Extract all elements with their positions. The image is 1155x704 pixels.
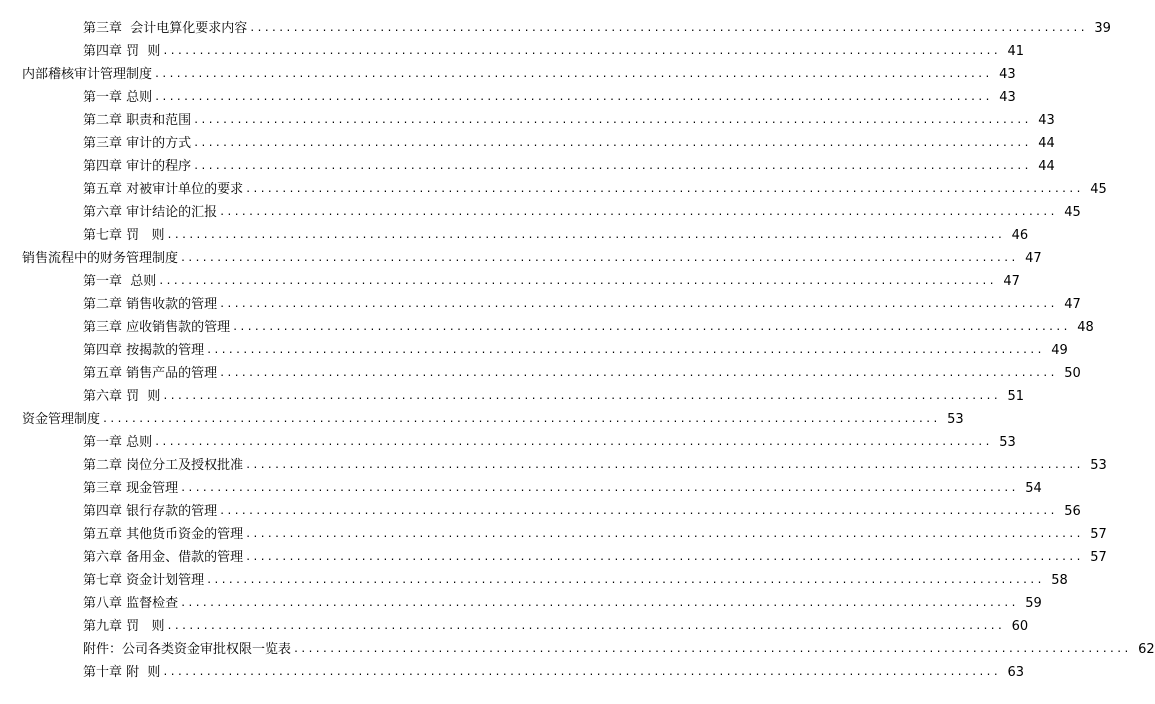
toc-entry-title: 第四章 银行存款的管理: [83, 504, 218, 519]
toc-entry[interactable]: [0, 60, 1016, 83]
toc-entry-title: 第七章 罚 则: [83, 228, 165, 243]
toc-entry[interactable]: [0, 313, 1094, 336]
toc-entry[interactable]: [0, 290, 1081, 313]
dot-leader: ....................................................................................................................: [180, 253, 1018, 264]
toc-entry-title: 销售流程中的财务管理制度: [22, 251, 179, 266]
toc-entry-page: 53: [1090, 458, 1107, 473]
dot-leader: ....................................................................................................................: [219, 368, 1057, 379]
toc-entry-title: 第四章 罚 则: [83, 44, 161, 59]
toc-entry[interactable]: [0, 37, 1024, 60]
toc-entry[interactable]: [0, 405, 964, 428]
toc-entry[interactable]: [0, 83, 1016, 106]
toc-entry-title: 第八章 监督检查: [83, 596, 179, 611]
dot-leader: ....................................................................................................................: [193, 115, 1031, 126]
toc-entry-title: 第四章 审计的程序: [83, 159, 192, 174]
dot-leader: ....................................................................................................................: [219, 207, 1057, 218]
toc-entry-page: 39: [1094, 21, 1111, 36]
toc-entry-title: 内部稽核审计管理制度: [22, 67, 153, 82]
toc-entry-title: 资金管理制度: [22, 412, 101, 427]
toc-entry-title: 第一章 总则: [83, 435, 153, 450]
dot-leader: ....................................................................................................................: [162, 391, 1000, 402]
toc-entry-page: 49: [1051, 343, 1068, 358]
toc-entry-page: 48: [1077, 320, 1094, 335]
toc-entry-page: 47: [1025, 251, 1042, 266]
toc-entry-title: 第六章 备用金、借款的管理: [83, 550, 244, 565]
toc-entry[interactable]: [0, 175, 1107, 198]
dot-leader: ....................................................................................................................: [193, 138, 1031, 149]
toc-entry-page: 62: [1138, 642, 1155, 657]
dot-leader: ....................................................................................................................: [245, 460, 1083, 471]
dot-leader: ....................................................................................................................: [180, 483, 1018, 494]
dot-leader: ....................................................................................................................: [249, 23, 1087, 34]
toc-entry-title: 第六章 审计结论的汇报: [83, 205, 218, 220]
dot-leader: ....................................................................................................................: [180, 598, 1018, 609]
toc-entry-title: 第三章 审计的方式: [83, 136, 192, 151]
dot-leader: ....................................................................................................................: [219, 506, 1057, 517]
dot-leader: ....................................................................................................................: [102, 414, 940, 425]
dot-leader: ....................................................................................................................: [166, 621, 1005, 632]
toc-entry-page: 57: [1090, 550, 1107, 565]
toc-entry-page: 59: [1025, 596, 1042, 611]
toc-entry-title: 第四章 按揭款的管理: [83, 343, 205, 358]
toc-entry-page: 44: [1038, 159, 1055, 174]
toc-entry-page: 53: [999, 435, 1016, 450]
toc-entry-title: 第五章 对被审计单位的要求: [83, 182, 244, 197]
toc-entry-title: 第二章 销售收款的管理: [83, 297, 218, 312]
toc-entry-title: 第五章 其他货币资金的管理: [83, 527, 244, 542]
toc-entry-title: 第六章 罚 则: [83, 389, 161, 404]
toc-entry-title: 第二章 岗位分工及授权批准: [83, 458, 244, 473]
toc-entry-page: 43: [999, 67, 1016, 82]
toc-entry-title: 附件：公司各类资金审批权限一览表: [83, 642, 292, 657]
toc-entry-title: 第三章 应收销售款的管理: [83, 320, 231, 335]
toc-entry[interactable]: [0, 336, 1068, 359]
toc-entry-page: 41: [1007, 44, 1024, 59]
dot-leader: ....................................................................................................................: [158, 276, 996, 287]
dot-leader: ....................................................................................................................: [206, 345, 1044, 356]
toc-entry-page: 43: [999, 90, 1016, 105]
toc-entry[interactable]: [0, 520, 1107, 543]
dot-leader: ....................................................................................................................: [232, 322, 1070, 333]
toc-entry-page: 58: [1051, 573, 1068, 588]
toc-entry-page: 43: [1038, 113, 1055, 128]
dot-leader: ....................................................................................................................: [206, 575, 1044, 586]
toc-entry[interactable]: [0, 152, 1055, 175]
dot-leader: ....................................................................................................................: [245, 552, 1083, 563]
toc-entry[interactable]: [0, 106, 1055, 129]
toc-entry-title: 第十章 附 则: [83, 665, 161, 680]
toc-entry-title: 第七章 资金计划管理: [83, 573, 205, 588]
toc-entry[interactable]: [0, 543, 1107, 566]
toc-entry-title: 第五章 销售产品的管理: [83, 366, 218, 381]
toc-entry-page: 47: [1003, 274, 1020, 289]
toc-entry-page: 47: [1064, 297, 1081, 312]
toc-entry[interactable]: [0, 474, 1042, 497]
toc-entry-page: 57: [1090, 527, 1107, 542]
toc-entry-title: 第一章 总则: [83, 274, 157, 289]
toc-entry-title: 第三章 现金管理: [83, 481, 179, 496]
toc-entry-title: 第九章 罚 则: [83, 619, 165, 634]
toc-entry-page: 46: [1011, 228, 1029, 243]
toc-entry-title: 第二章 职责和范围: [83, 113, 192, 128]
dot-leader: ....................................................................................................................: [293, 644, 1131, 655]
dot-leader: ....................................................................................................................: [193, 161, 1031, 172]
toc-entry[interactable]: [0, 359, 1081, 382]
toc-entry-page: 56: [1064, 504, 1081, 519]
toc-entry[interactable]: [0, 612, 1029, 635]
toc-entry-page: 50: [1064, 366, 1081, 381]
toc-entry[interactable]: [0, 221, 1029, 244]
toc-entry-page: 44: [1038, 136, 1055, 151]
toc-entry[interactable]: [0, 497, 1081, 520]
dot-leader: ....................................................................................................................: [245, 184, 1083, 195]
toc-entry[interactable]: [0, 566, 1068, 589]
toc-entry[interactable]: [0, 14, 1111, 37]
toc-entry-page: 54: [1025, 481, 1042, 496]
toc-entry[interactable]: [0, 382, 1024, 405]
toc-entry[interactable]: [0, 244, 1042, 267]
dot-leader: ....................................................................................................................: [245, 529, 1083, 540]
dot-leader: ....................................................................................................................: [154, 69, 992, 80]
toc-entry-title: 第一章 总则: [83, 90, 153, 105]
dot-leader: ....................................................................................................................: [154, 92, 992, 103]
dot-leader: ....................................................................................................................: [162, 46, 1000, 57]
toc-entry[interactable]: [0, 635, 1155, 658]
toc-entry[interactable]: [0, 451, 1107, 474]
dot-leader: ....................................................................................................................: [154, 437, 992, 448]
toc-entry[interactable]: [0, 428, 1016, 451]
toc-entry-page: 51: [1007, 389, 1024, 404]
toc-entry[interactable]: [0, 198, 1081, 221]
toc-entry-page: 63: [1007, 665, 1024, 680]
toc-entry-page: 45: [1064, 205, 1081, 220]
toc-entry[interactable]: [0, 267, 1020, 290]
dot-leader: ....................................................................................................................: [162, 667, 1000, 678]
dot-leader: ....................................................................................................................: [166, 230, 1005, 241]
dot-leader: ....................................................................................................................: [219, 299, 1057, 310]
toc-entry[interactable]: [0, 658, 1024, 681]
toc-entry[interactable]: [0, 589, 1042, 612]
toc-entry[interactable]: [0, 129, 1055, 152]
toc-entry-title: 第三章 会计电算化要求内容: [83, 21, 248, 36]
toc-entry-page: 53: [947, 412, 964, 427]
toc-entry-page: 60: [1011, 619, 1029, 634]
toc-entry-page: 45: [1090, 182, 1107, 197]
